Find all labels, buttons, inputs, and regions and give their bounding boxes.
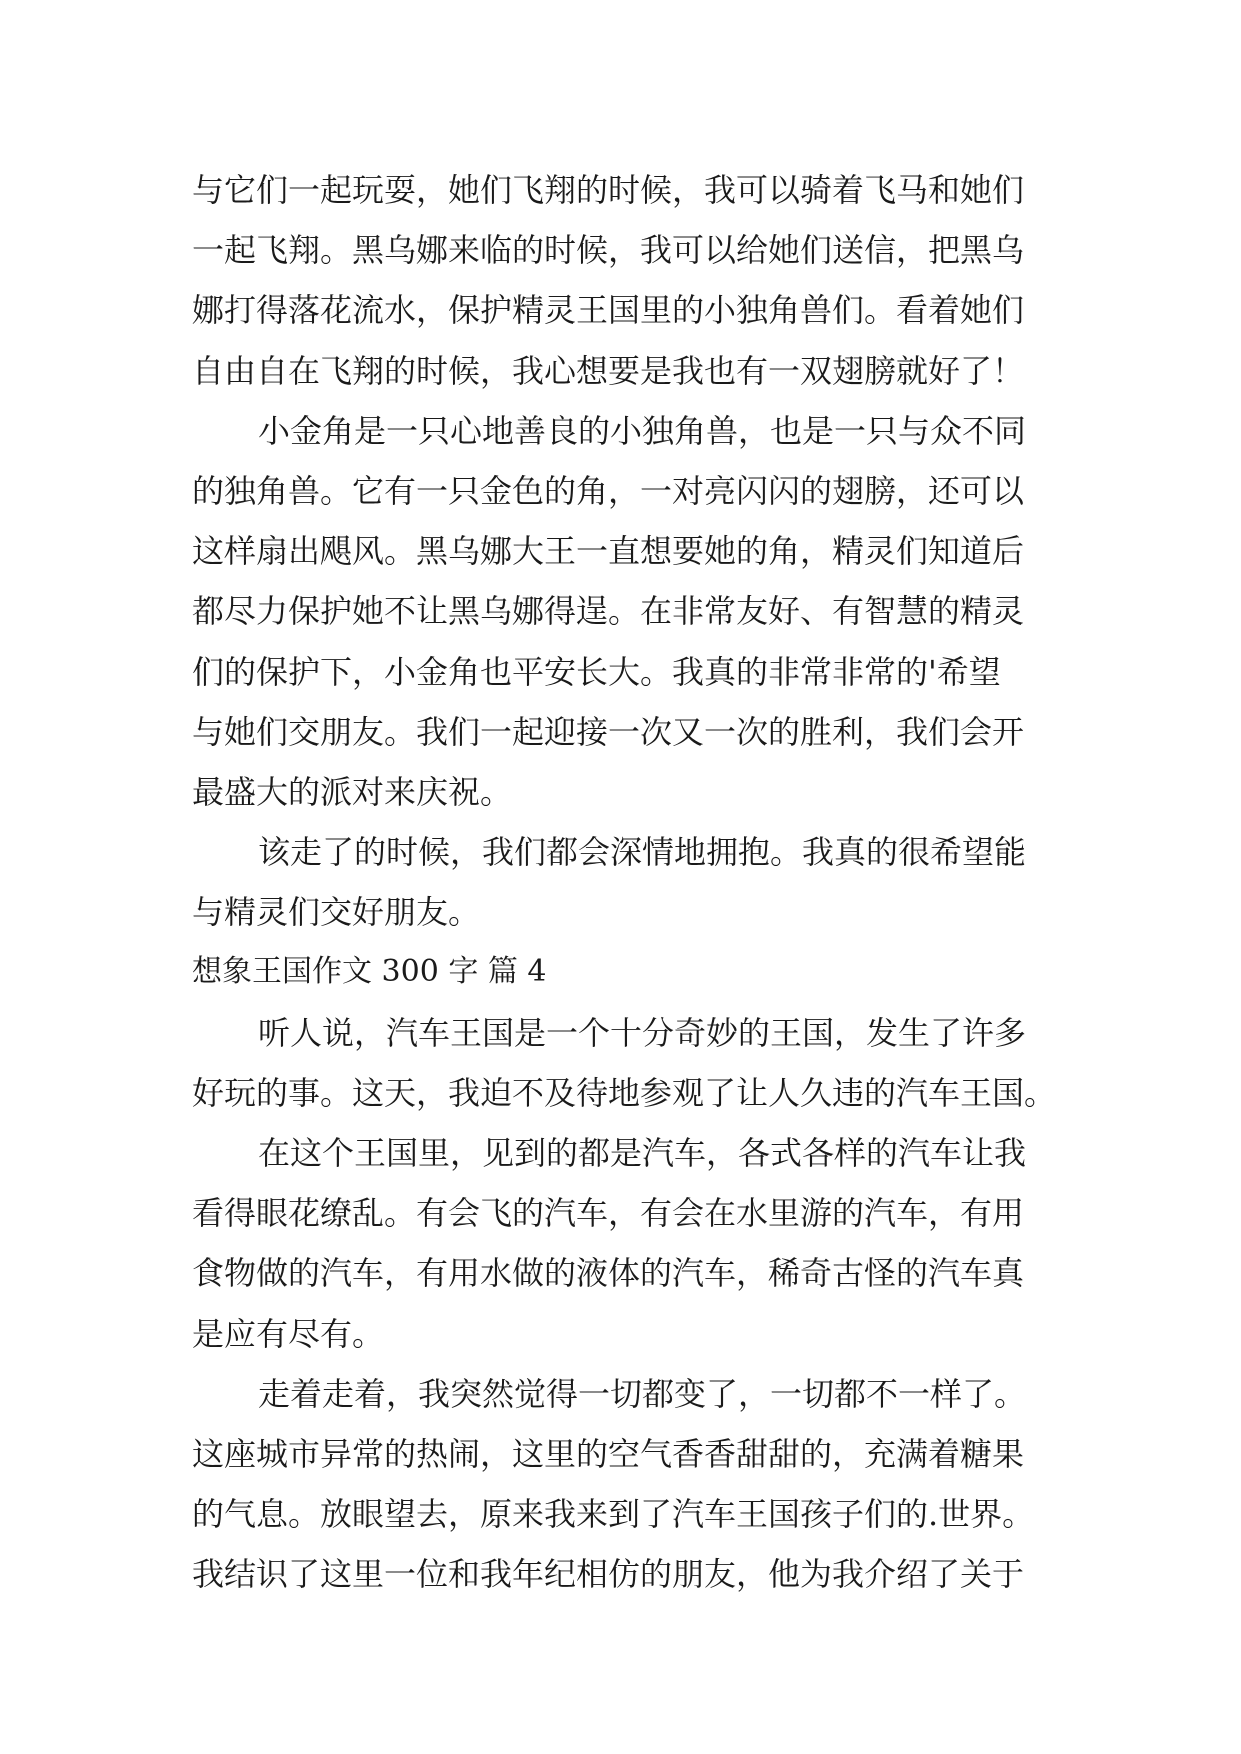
paragraph-first-line: 听人说，汽车王国是一个十分奇妙的王国，发生了许多 bbox=[258, 1013, 1027, 1052]
paragraph-first-line: 走着走着，我突然觉得一切都变了，一切都不一样了。 bbox=[258, 1374, 1027, 1413]
text-line: 最盛大的派对来庆祝。 bbox=[192, 772, 513, 811]
text-line: 与它们一起玩耍，她们飞翔的时候，我可以骑着飞马和她们 bbox=[192, 171, 1025, 209]
text-line: 自由自在飞翔的时候，我心想要是我也有一双翅膀就好了！ bbox=[192, 351, 1025, 390]
text-line: 是应有尽有。 bbox=[192, 1314, 385, 1353]
text-line: 的气息。放眼望去，原来我来到了汽车王国孩子们的.世界。 bbox=[192, 1495, 1035, 1534]
text-line: 看得眼花缭乱。有会飞的汽车，有会在水里游的汽车，有用 bbox=[192, 1194, 1025, 1233]
text-line: 一起飞翔。黑乌娜来临的时候，我可以给她们送信，把黑乌 bbox=[192, 231, 1025, 270]
paragraph-first-line: 该走了的时候，我们都会深情地拥抱。我真的很希望能 bbox=[258, 833, 1027, 872]
text-line: 我结识了这里一位和我年纪相仿的朋友，他为我介绍了关于 bbox=[192, 1555, 1025, 1594]
text-line: 的独角兽。它有一只金色的角，一对亮闪闪的翅膀，还可以 bbox=[192, 471, 1025, 510]
text-line: 都尽力保护她不让黑乌娜得逞。在非常友好、有智慧的精灵 bbox=[192, 592, 1025, 631]
text-line: 这样扇出飓风。黑乌娜大王一直想要她的角，精灵们知道后 bbox=[192, 532, 1025, 571]
text-line: 们的保护下，小金角也平安长大。我真的非常非常的'希望 bbox=[192, 652, 1001, 691]
paragraph-first-line: 在这个王国里，见到的都是汽车，各式各样的汽车让我 bbox=[258, 1134, 1027, 1172]
text-line: 这座城市异常的热闹，这里的空气香香甜甜的，充满着糖果 bbox=[192, 1434, 1025, 1473]
section-heading: 想象王国作文 300 字 篇 4 bbox=[192, 954, 547, 990]
text-line: 与精灵们交好朋友。 bbox=[192, 893, 481, 932]
paragraph-first-line: 小金角是一只心地善良的小独角兽，也是一只与众不同 bbox=[258, 411, 1027, 450]
text-line: 食物做的汽车，有用水做的液体的汽车，稀奇古怪的汽车真 bbox=[192, 1254, 1025, 1293]
text-line: 好玩的事。这天，我迫不及待地参观了让人久违的汽车王国。 bbox=[192, 1073, 1057, 1112]
body-text bbox=[192, 160, 1072, 1605]
text-line: 娜打得落花流水，保护精灵王国里的小独角兽们。看着她们 bbox=[192, 291, 1025, 330]
text-line: 与她们交朋友。我们一起迎接一次又一次的胜利，我们会开 bbox=[192, 712, 1025, 751]
